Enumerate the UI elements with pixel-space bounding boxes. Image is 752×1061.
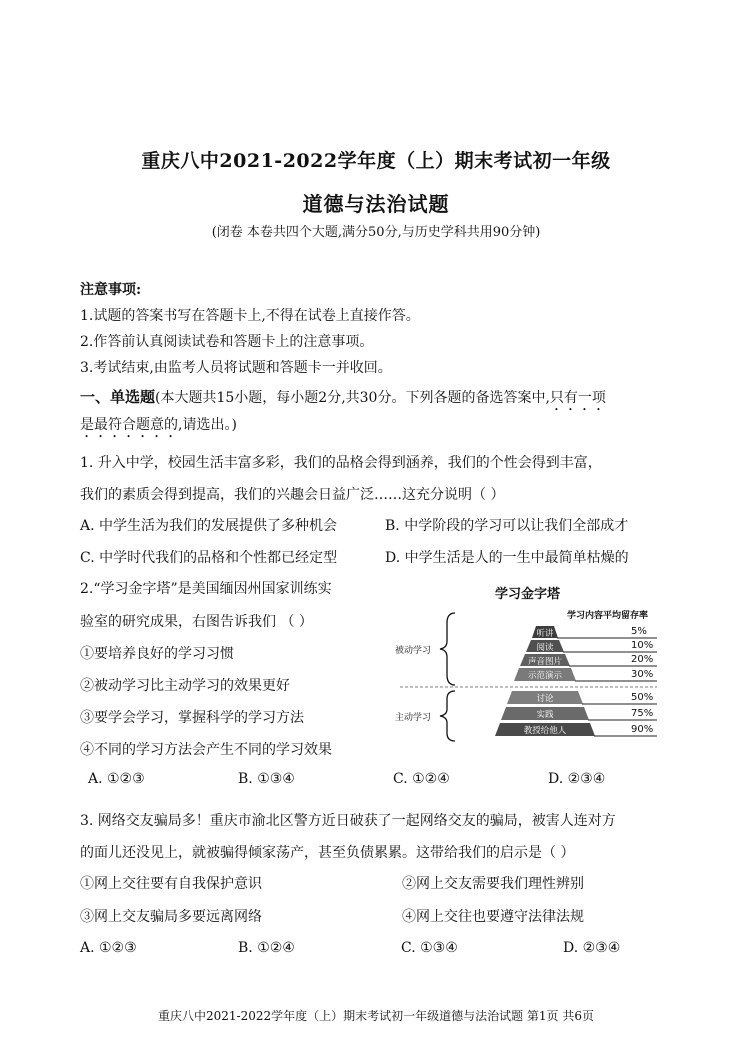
notice-item-2: 2.作答前认真阅读试卷和答题卡上的注意事项。 xyxy=(80,334,374,350)
page-footer: 重庆八中2021-2022学年度（上）期末考试初一年级道德与法治试题 第1页 共6页 xyxy=(157,1009,595,1023)
q3-stem-1: 3. 网络交友骗局多！重庆市渝北区警方近日破获了一起网络交友的骗局，被害人连对方 xyxy=(80,813,616,829)
q3-stem-2: 的面儿还没见上，就被骗得倾家荡产，甚至负债累累。这带给我们的启示是（ ） xyxy=(80,845,575,861)
section-heading-cont xyxy=(80,414,237,441)
level-label-4: 示范演示 xyxy=(527,671,562,681)
subject-title: 道德与法治试题 xyxy=(302,192,450,216)
q1-option-b: B. 中学阶段的学习可以让我们全部成才 xyxy=(385,518,629,534)
q2-statement-1: ①要培养良好的学习习惯 xyxy=(80,646,234,662)
notice-heading: 注意事项: xyxy=(80,282,142,298)
section-title: 一、单选题 xyxy=(80,388,156,406)
section-emphasis-1: 只有一项 xyxy=(549,390,606,406)
q3-statement-1: ①网上交往要有自我保护意识 xyxy=(80,876,262,892)
exam-subtitle: (闭卷 本卷共四个大题,满分50分,与历史学科共用90分钟) xyxy=(211,225,541,240)
level-label-2: 阅读 xyxy=(536,643,554,653)
q1-stem-2: 我们的素质会得到提高，我们的兴趣会日益广泛……这充分说明（ ） xyxy=(80,487,505,503)
q2-option-c: C. ①②④ xyxy=(393,771,450,787)
passive-brace xyxy=(440,613,455,685)
q3-option-b: B. ①②④ xyxy=(238,940,295,956)
pyramid-title: 学习金字塔 xyxy=(495,587,561,602)
level-rate-2: 10% xyxy=(631,640,654,651)
notice-item-1: 1.试题的答案书写在答题卡上,不得在试卷上直接作答。 xyxy=(80,308,420,324)
passive-learning-label: 被动学习 xyxy=(395,646,432,656)
q3-statement-2: ②网上交友需要我们理性辨别 xyxy=(402,876,584,892)
q2-statement-4: ④不同的学习方法会产生不同的学习效果 xyxy=(80,742,332,758)
pyramid-subtitle: 学习内容平均留存率 xyxy=(567,611,649,621)
notice-item-3: 3.考试结束,由监考人员将试题和答题卡一并收回。 xyxy=(80,360,392,376)
q3-option-a: A. ①②③ xyxy=(80,940,137,956)
q2-option-d: D. ②③④ xyxy=(548,771,606,787)
q1-stem-1: 1. 升入中学，校园生活丰富多彩，我们的品格会得到涵养，我们的个性会得到丰富， xyxy=(80,455,602,471)
active-learning-label: 主动学习 xyxy=(395,713,432,723)
exam-title: 重庆八中2021-2022学年度（上）期末考试初一年级 xyxy=(141,150,611,172)
q2-stem-2: 验室的研究成果，右图告诉我们 （ ） xyxy=(80,614,313,630)
q1-option-d: D. 中学生活是人的一生中最简单枯燥的 xyxy=(385,550,629,566)
section-heading xyxy=(80,386,606,414)
level-rate-4: 30% xyxy=(631,669,654,680)
q3-statement-3: ③网上交友骗局多要远离网络 xyxy=(80,909,262,925)
active-brace xyxy=(440,691,455,741)
q2-statement-2: ②被动学习比主动学习的效果更好 xyxy=(80,678,290,694)
level-rate-7: 90% xyxy=(631,724,654,735)
level-rate-5: 50% xyxy=(631,692,654,703)
q3-statement-4: ④网上交往也要遵守法律法规 xyxy=(402,909,584,925)
section-desc-end: ,请选出。) xyxy=(178,417,237,433)
level-label-7: 教授给他人 xyxy=(523,726,567,736)
learning-pyramid-figure xyxy=(395,583,695,748)
q1-option-c: C. 中学时代我们的品格和个性都已经定型 xyxy=(80,550,338,566)
level-label-1: 听讲 xyxy=(536,629,554,639)
level-label-5: 讨论 xyxy=(536,694,554,704)
section-emphasis-2: 是最符合题意的 xyxy=(80,417,178,433)
level-label-3: 声音图片 xyxy=(527,657,562,667)
q1-option-a: A. 中学生活为我们的发展提供了多种机会 xyxy=(80,518,338,534)
q3-option-c: C. ①③④ xyxy=(401,940,458,956)
q3-option-d: D. ②③④ xyxy=(563,940,621,956)
q2-option-a: A. ①②③ xyxy=(88,771,145,787)
q2-stem-1: 2.“学习金字塔”是美国缅因州国家训练实 xyxy=(80,581,332,597)
q2-statement-3: ③要学会学习，掌握科学的学习方法 xyxy=(80,710,304,726)
level-label-6: 实践 xyxy=(536,710,554,720)
q2-option-b: B. ①③④ xyxy=(238,771,295,787)
section-desc: (本大题共15小题，每小题2分,共30分。下列各题的备选答案中, xyxy=(155,390,550,406)
level-rate-1: 5% xyxy=(631,626,647,637)
level-rate-6: 75% xyxy=(631,708,654,719)
level-rate-3: 20% xyxy=(631,654,654,665)
